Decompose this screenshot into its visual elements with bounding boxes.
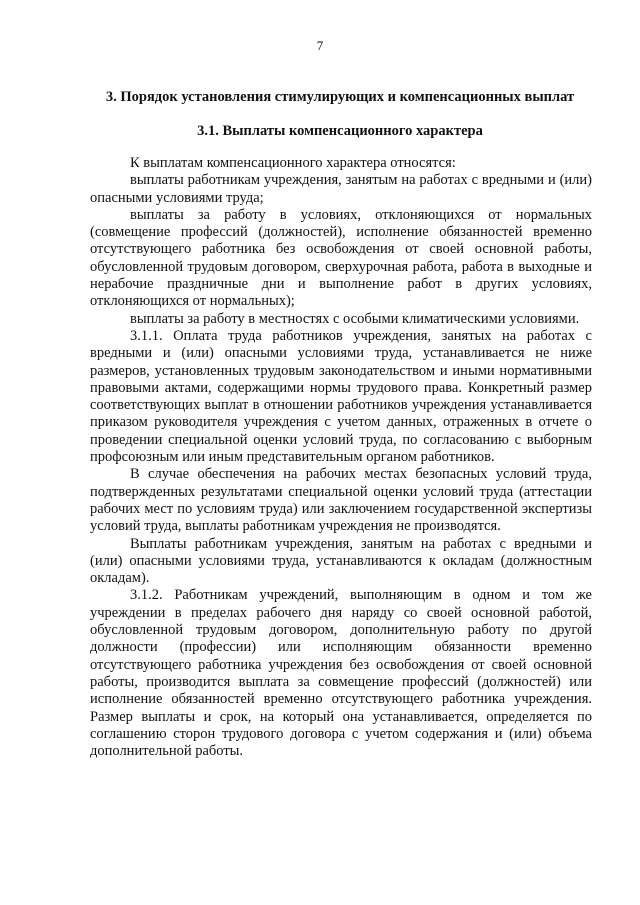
- paragraph-list-item-harmful: выплаты работникам учреждения, занятым на работах с вредными и (или) опасными условиями труда;: [90, 172, 592, 206]
- paragraph-safe-conditions: В случае обеспечения на рабочих местах безопасных условий труда, подтвержденных результатами специальной оценки условий труда (аттестации рабочих мест по условиям труда) или заключением государственной экспертизы условий труда, выплаты работникам учреждения не производятся.: [90, 466, 592, 535]
- paragraph-intro: К выплатам компенсационного характера относятся:: [130, 155, 456, 171]
- body-text: [90, 155, 592, 760]
- page-number: 7: [316, 38, 324, 53]
- paragraph-list-item-climate: выплаты за работу в местностях с особыми климатическими условиями.: [130, 310, 580, 327]
- paragraph-3-1-2: 3.1.2. Работникам учреждений, выполняющим в одном и том же учреждении в пределах рабочего дня наряду со своей основной работой, обусловленной трудовым договором, дополнительную работу по другой должности (профессии) или исполняющим обязанности временно отсутствующего работника учреждения без освобождения от своей основной работы, производится выплата за совмещение профессий (должностей) или исполнение обязанностей временно отсутствующего работника учреждения. Размер выплаты и срок, на который она устанавливается, определяется по соглашению сторон трудового договора с учетом содержания и (или) объема дополнительной работы.: [90, 587, 592, 760]
- paragraph-3-1-1: 3.1.1. Оплата труда работников учреждения, занятых на работах с вредными и (или) опасными условиями труда, устанавливается не ниже размеров, установленных трудовым законодательством и иными нормативными правовыми актами, содержащими нормы трудового права. Конкретный размер соответствующих выплат в отношении работников учреждения устанавливается приказом руководителя учреждения с учетом данных, отраженных в отчете о проведении специальной оценки условий труда, по согласованию с выборным профсоюзным или иным представительным органом работников.: [90, 327, 592, 466]
- subsection-heading: 3.1. Выплаты компенсационного характера: [197, 123, 483, 139]
- paragraph-salary-basis: Выплаты работникам учреждения, занятым на работах с вредными и (или) опасными условиями труда, устанавливаются к окладам (должностным окладам).: [90, 535, 592, 587]
- section-heading: 3. Порядок установления стимулирующих и компенсационных выплат: [105, 89, 575, 105]
- paragraph-list-item-abnormal: выплаты за работу в условиях, отклоняющихся от нормальных (совмещение профессий (должностей), исполнение обязанностей временно отсутствующего работника без освобождения от своей основной работы, обусловленной трудовым договором, сверхурочная работа, работа в выходные и нерабочие праздничные дни и выполнение работ в других условиях, отклоняющихся от нормальных);: [90, 206, 592, 310]
